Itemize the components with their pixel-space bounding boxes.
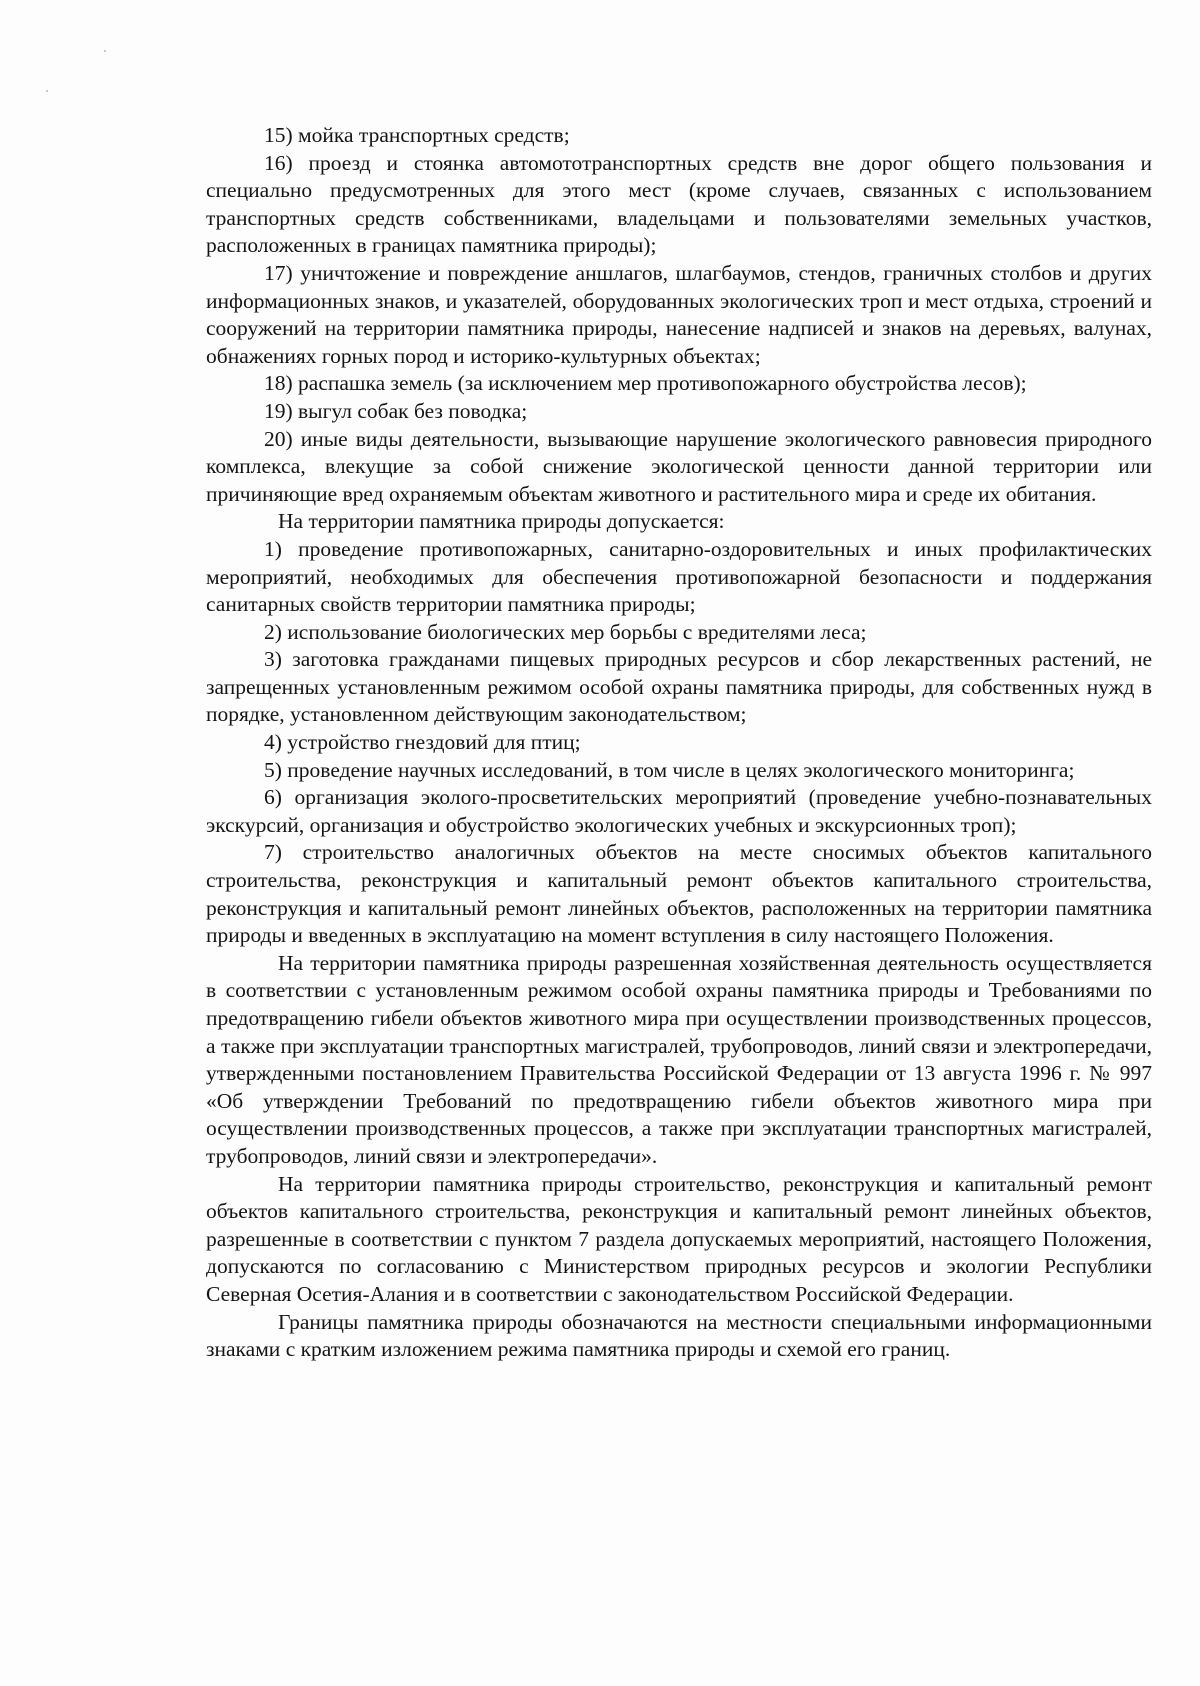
scan-speck [104,50,106,52]
paragraph-item-17: 17) уничтожение и повреждение аншлагов, шлагбаумов, стендов, граничных столбов и других информационных знаков, и указателей, оборудованных экологических троп и мест отдыха, строений и сооружений на территории памятника природы, нанесение надписей и знаков на деревьях, валунах, обнажениях горных пород и историко-культурных объектах; [206,260,1152,368]
paragraph-permitted-3: 3) заготовка гражданами пищевых природных ресурсов и сбор лекарственных растений, не запрещенных установленным режимом особой охраны памятника природы, для собственных нужд в порядке, установленном действующим законодательством; [206,647,1152,727]
paragraph-economic-activity: На территории памятника природы разрешенная хозяйственная деятельность осуществляется в соответствии с установленным режимом особой охраны памятника природы и Требованиями по предотвращению гибели объектов животного мира при осуществлении производственных процессов, а также при эксплуатации транспортных магистралей, трубопроводов, линий связи и электропередачи, утвержденными постановлением Правительства Российской Федерации от 13 августа 1996 г. № 997 «Об утверждении Требований по предотвращению гибели объектов животного мира при осуществлении производственных процессов, а также при эксплуатации транспортных магистралей, трубопроводов, линий связи и электропередачи». [206,950,1152,1168]
paragraph-permitted-6: 6) организация эколого-просветительских мероприятий (проведение учебно-познавательных экскурсий, организация и обустройство экологических учебных и экскурсионных троп); [206,785,1152,837]
paragraph-permitted-1: 1) проведение противопожарных, санитарно-оздоровительных и иных профилактических мероприятий, необходимых для обеспечения противопожарной безопасности и поддержания санитарных свойств территории памятника природы; [206,536,1152,617]
paragraph-construction-approval: На территории памятника природы строительство, реконструкция и капитальный ремонт объектов капитального строительства, реконструкция и капитальный ремонт линейных объектов, разрешенные в соответствии с пунктом 7 раздела допускаемых мероприятий, настоящего Положения, допускаются по согласованию с Министерством природных ресурсов и экологии Республики Северная Осетия-Алания и в соответствии с законодательством Российской Федерации. [206,1171,1152,1306]
paragraph-permitted-2: 2) использование биологических мер борьбы с вредителями леса; [264,619,867,644]
document-body [206,122,1152,1364]
paragraph-permitted-5: 5) проведение научных исследований, в том числе в целях экологического мониторинга; [264,757,1075,782]
paragraph-item-19: 19) выгул собак без поводка; [264,398,528,423]
paragraph-item-18: 18) распашка земель (за исключением мер противопожарного обустройства лесов); [264,371,1027,396]
paragraph-permitted-intro: На территории памятника природы допускается: [278,509,725,534]
paragraph-item-15: 15) мойка транспортных средств; [264,123,570,147]
paragraph-permitted-7: 7) строительство аналогичных объектов на месте сносимых объектов капитального строительства, реконструкция и капитальный ремонт объектов капитального строительства, реконструкция и капитальный ремонт линейных объектов, расположенных на территории памятника природы и введенных в эксплуатацию на момент вступления в силу настоящего Положения. [206,840,1152,948]
scan-speck [46,90,48,92]
paragraph-boundaries: Границы памятника природы обозначаются на местности специальными информационными знаками с кратким изложением режима памятника природы и схемой его границ. [206,1309,1152,1362]
paragraph-permitted-4: 4) устройство гнездовий для птиц; [264,730,581,755]
paragraph-item-16: 16) проезд и стоянка автомототранспортных средств вне дорог общего пользования и специально предусмотренных для этого мест (кроме случаев, связанных с использованием транспортных средств собственниками, владельцами и пользователями земельных участков, расположенных в границах памятника природы); [206,150,1152,258]
paragraph-item-20: 20) иные виды деятельности, вызывающие нарушение экологического равновесия природного комплекса, влекущие за собой снижение экологической ценности данной территории или причиняющие вред охраняемым объектам животного и растительного мира и среде их обитания. [206,426,1152,506]
